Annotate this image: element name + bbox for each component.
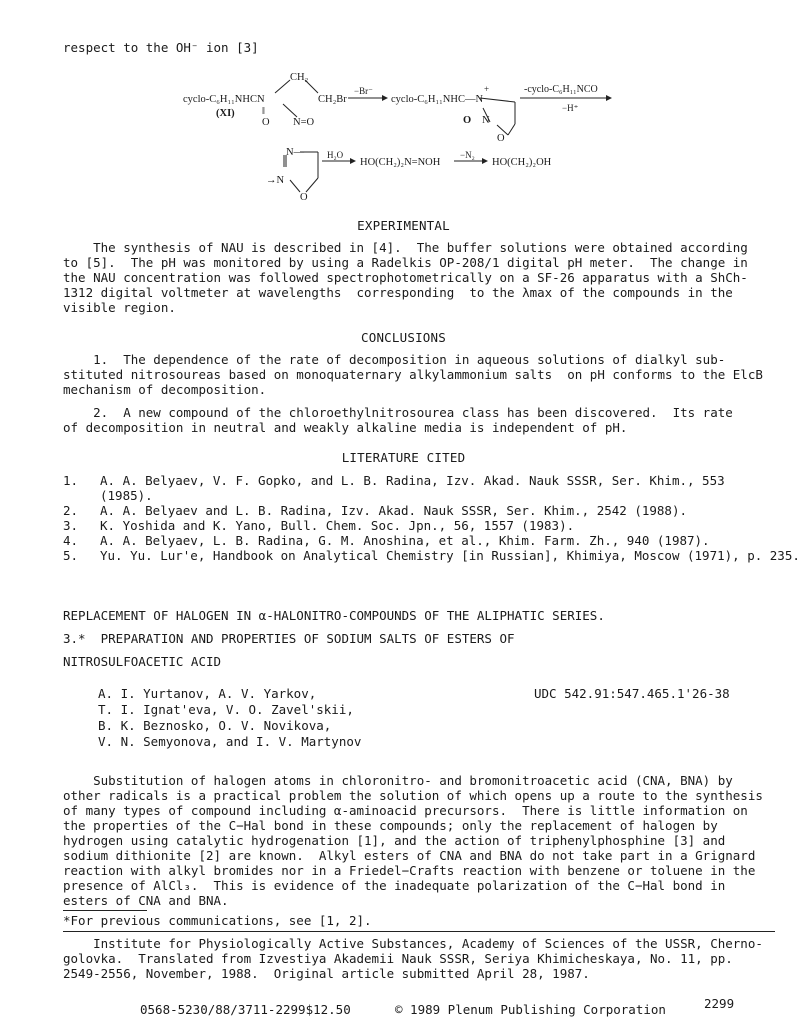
paragraph-line: presence of AlCl₃. This is evidence of the inadequate polarization of the C−Hal bond in <box>63 878 726 893</box>
reference-number: 3. <box>63 518 79 533</box>
double-bond-mark: ‖ <box>262 106 265 117</box>
reagent-bottom: −H⁺ <box>562 103 579 113</box>
footnote: *For previous communications, see [1, 2]. <box>63 913 372 928</box>
page-number: 2299 <box>704 996 735 1011</box>
paragraph-line: esters of CNA and BNA. <box>63 893 229 908</box>
paragraph-line: sodium dithionite [2] are known. Alkyl esters of CNA and BNA do not take part in a Grignard <box>63 848 756 863</box>
nitroso-group: N=O <box>293 117 315 128</box>
reagent-water: H₂O <box>327 150 344 160</box>
paragraph-line: to [5]. The pH was monitored by using a Radelkis OP-208/1 digital pH meter. The change in <box>63 255 748 270</box>
paragraph-line: reaction with alkyl bromides nor in a Friedel−Crafts reaction with benzene or toluene in the <box>63 863 756 878</box>
paragraph-line: the properties of the C−Hal bond in these compounds; only the replacement of halogen by <box>63 818 718 833</box>
ring-n-top: N— <box>286 147 305 158</box>
udc-code: UDC 542.91:547.465.1'26-38 <box>534 686 730 701</box>
paragraph-line: of many types of compound including α-aminoacid precursors. There is little information on <box>63 803 748 818</box>
ring-nitrogen: N <box>482 115 490 126</box>
article-title-line: REPLACEMENT OF HALOGEN IN α-HALONITRO-COMPOUNDS OF THE ALIPHATIC SERIES. <box>63 608 605 623</box>
ring-oxygen-bold: O <box>463 115 472 126</box>
author-line: T. I. Ignat'eva, V. O. Zavel'skii, <box>98 702 354 717</box>
paragraph-line: visible region. <box>63 300 176 315</box>
product-2: HO(CH₂)₂OH <box>492 157 552 168</box>
positive-charge: + <box>484 84 490 94</box>
footnote-rule <box>63 910 147 911</box>
ring-n-arrow: →N <box>266 175 285 186</box>
carbonyl-oxygen: O <box>262 117 270 128</box>
paragraph-line: 2. A new compound of the chloroethylnitrosourea class has been discovered. Its rate <box>63 405 733 420</box>
reference-text: K. Yoshida and K. Yano, Bull. Chem. Soc. Jpn., 56, 1557 (1983). <box>100 518 575 533</box>
reference-text: A. A. Belyaev, V. F. Gopko, and L. B. Radina, Izv. Akad. Nauk SSSR, Ser. Khim., 553 <box>100 473 725 488</box>
affiliation-line: golovka. Translated from Izvestiya Akademii Nauk SSSR, Seriya Khimicheskaya, No. 11, pp. <box>63 951 733 966</box>
reference-text: (1985). <box>100 488 153 503</box>
reference-number: 1. <box>63 473 79 488</box>
paragraph-line: stituted nitrosoureas based on monoquaternary alkylammonium salts on pH conforms to the ElcB <box>63 367 763 382</box>
continued-text-line: respect to the OH⁻ ion [3] <box>63 40 259 55</box>
affiliation-line: Institute for Physiologically Active Substances, Academy of Sciences of the USSR, Cherno- <box>63 936 763 951</box>
section-heading-experimental: EXPERIMENTAL <box>357 218 450 233</box>
reactant-formula: cyclo-C₆H₁₁NHCN <box>183 94 265 105</box>
paragraph-line: hydrogen using catalytic hydrogenation [1], and the action of triphenylphosphine [3] and <box>63 833 726 848</box>
ring-oxygen: O <box>497 133 505 144</box>
author-line: B. K. Beznosko, O. V. Novikova, <box>98 718 332 733</box>
product-1: HO(CH₂)₂N=NOH <box>360 157 441 168</box>
ch2-group: CH₂ <box>290 72 309 83</box>
ring-oxygen-2: O <box>300 192 308 203</box>
reference-text: A. A. Belyaev and L. B. Radina, Izv. Akad. Nauk SSSR, Ser. Khim., 2542 (1988). <box>100 503 687 518</box>
reference-number: 4. <box>63 533 79 548</box>
paragraph-line: 1312 digital voltmeter at wavelengths corresponding to the λmax of the compounds in the <box>63 285 733 300</box>
reagent-minus-n2: −N₂ <box>460 150 475 160</box>
reagent-top: -cyclo-C₆H₁₁NCO <box>524 84 598 95</box>
reagent-minus-br: −Br⁻ <box>354 86 373 96</box>
reaction-scheme <box>0 0 807 210</box>
reference-number: 5. <box>63 548 79 563</box>
article-title-line: 3.* PREPARATION AND PROPERTIES OF SODIUM SALTS OF ESTERS OF <box>63 631 515 646</box>
article-title-line: NITROSULFOACETIC ACID <box>63 654 222 669</box>
author-line: A. I. Yurtanov, A. V. Yarkov, <box>98 686 317 701</box>
compound-label-xi: (XI) <box>216 108 235 119</box>
paragraph-line: other radicals is a practical problem the solution of which opens up a route to the synthesis <box>63 788 763 803</box>
section-heading-literature: LITERATURE CITED <box>341 450 466 465</box>
copyright: © 1989 Plenum Publishing Corporation <box>395 1002 666 1017</box>
paragraph-line: The synthesis of NAU is described in [4]. The buffer solutions were obtained according <box>63 240 748 255</box>
section-heading-conclusions: CONCLUSIONS <box>361 330 446 345</box>
reference-text: Yu. Yu. Lur'e, Handbook on Analytical Chemistry [in Russian], Khimiya, Moscow (1971), p. 235. <box>100 548 800 563</box>
article-code: 0568-5230/88/3711-2299$12.50 <box>140 1002 351 1017</box>
ch2br-group: CH₂Br <box>318 94 347 105</box>
author-line: V. N. Semyonova, and I. V. Martynov <box>98 734 362 749</box>
affiliation-line: 2549-2556, November, 1988. Original article submitted April 28, 1987. <box>63 966 590 981</box>
paragraph-line: mechanism of decomposition. <box>63 382 267 397</box>
paragraph-line: 1. The dependence of the rate of decomposition in aqueous solutions of dialkyl sub- <box>63 352 726 367</box>
paragraph-line: the NAU concentration was followed spectrophotometrically on a SF-26 apparatus with a ShCh- <box>63 270 748 285</box>
paragraph-line: of decomposition in neutral and weakly alkaline media is independent of pH. <box>63 420 628 435</box>
paragraph-line: Substitution of halogen atoms in chloronitro- and bromonitroacetic acid (CNA, BNA) by <box>63 773 733 788</box>
intermediate-formula: cyclo-C₆H₁₁NHC—N <box>391 94 484 105</box>
reference-text: A. A. Belyaev, L. B. Radina, G. M. Anoshina, et al., Khim. Farm. Zh., 940 (1987). <box>100 533 710 548</box>
affiliation-rule <box>63 931 775 932</box>
reference-number: 2. <box>63 503 79 518</box>
